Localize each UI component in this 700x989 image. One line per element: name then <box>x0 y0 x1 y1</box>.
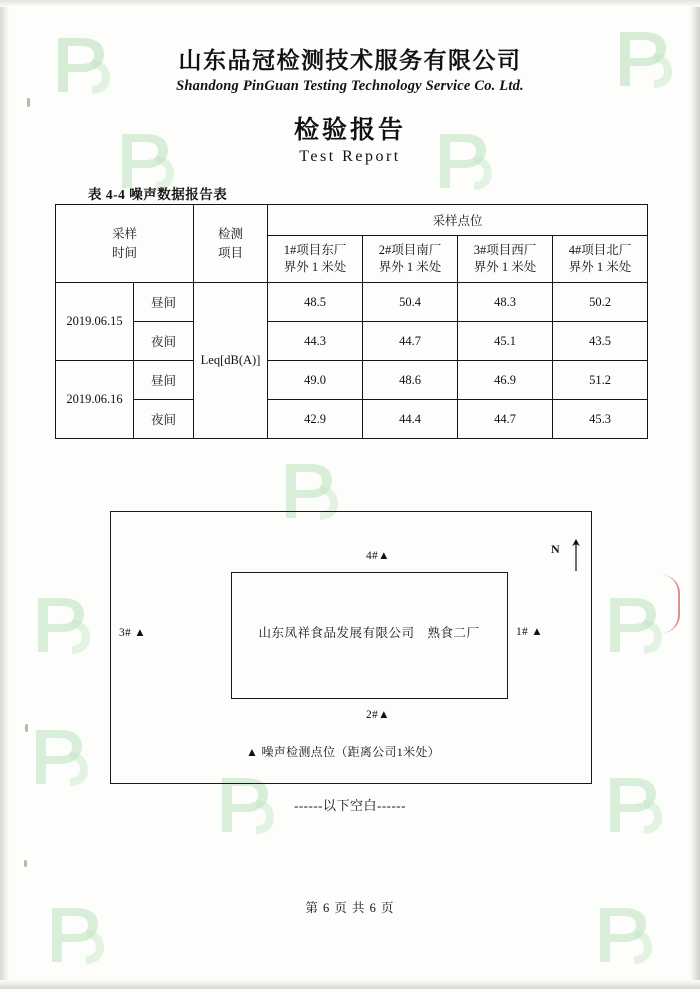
cell-value: 44.3 <box>268 322 363 361</box>
header-point-1-line1: 1#项目东厂 <box>283 243 347 258</box>
scan-speck <box>24 860 27 867</box>
header-sample-time <box>56 205 194 283</box>
monitor-point-2-label: 2#▲ <box>366 709 390 721</box>
cell-value: 49.0 <box>268 361 363 400</box>
header-point-4 <box>553 236 648 283</box>
header-sample-time-line1: 采样 <box>112 226 138 241</box>
noise-data-table <box>55 204 647 439</box>
cell-period-day-1: 昼间 <box>134 283 194 322</box>
cell-period-night-2: 夜间 <box>134 400 194 439</box>
blank-page-note: ------以下空白------ <box>294 798 406 813</box>
header-sample-points: 采样点位 <box>268 205 648 236</box>
page-number: 第 6 页 共 6 页 <box>305 901 395 915</box>
header-test-item <box>194 205 268 283</box>
monitor-point-4-label: 4#▲ <box>366 550 390 562</box>
red-pen-mark <box>662 575 680 633</box>
header-point-2-line1: 2#项目南厂 <box>378 243 442 258</box>
cell-value: 50.2 <box>553 283 648 322</box>
company-name-cn: 山东品冠检测技术服务有限公司 <box>178 48 522 73</box>
watermark-logo <box>26 722 96 792</box>
monitor-point-1-label: 1# ▲ <box>516 626 543 638</box>
page-edge-bottom <box>0 980 700 989</box>
plant-name-label: 山东凤祥食品发展有限公司 熟食二厂 <box>258 626 480 640</box>
report-title-cn: 检验报告 <box>293 117 406 144</box>
page-edge-top <box>0 0 700 7</box>
cell-date-2: 2019.06.16 <box>56 361 134 439</box>
cell-value: 46.9 <box>458 361 553 400</box>
header-point-3-line2: 界外 1 米处 <box>473 260 537 274</box>
header-sample-time-line2: 时间 <box>112 245 138 260</box>
header-point-4-line2: 界外 1 米处 <box>568 260 632 274</box>
site-layout-diagram <box>110 511 592 784</box>
header-point-4-line1: 4#项目北厂 <box>568 243 632 258</box>
cell-value: 43.5 <box>553 322 648 361</box>
cell-value: 50.4 <box>363 283 458 322</box>
cell-value: 48.5 <box>268 283 363 322</box>
table-caption: 表 4-4 噪声数据报告表 <box>88 187 228 202</box>
cell-period-night-1: 夜间 <box>134 322 194 361</box>
diagram-legend: ▲ 噪声检测点位（距离公司1米处） <box>246 745 440 759</box>
north-label: N <box>551 542 560 556</box>
report-title-en: Test Report <box>299 148 401 165</box>
scan-speck <box>25 724 28 732</box>
cell-value: 42.9 <box>268 400 363 439</box>
table-row <box>56 361 648 400</box>
header-test-item-line2: 项目 <box>218 245 244 260</box>
table-header-row <box>56 205 648 236</box>
cell-period-day-2: 昼间 <box>134 361 194 400</box>
table-row <box>56 283 648 322</box>
header-point-3 <box>458 236 553 283</box>
scan-speck <box>27 98 30 107</box>
watermark-logo <box>28 590 98 660</box>
cell-value: 48.3 <box>458 283 553 322</box>
table-row <box>56 322 648 361</box>
header-point-2-line2: 界外 1 米处 <box>378 260 442 274</box>
table-row <box>56 400 648 439</box>
cell-value: 51.2 <box>553 361 648 400</box>
cell-date-1: 2019.06.15 <box>56 283 134 361</box>
cell-value: 44.4 <box>363 400 458 439</box>
cell-value: 48.6 <box>363 361 458 400</box>
cell-value: 45.1 <box>458 322 553 361</box>
header-test-item-line1: 检测 <box>218 226 244 241</box>
header-point-3-line1: 3#项目西厂 <box>473 243 537 258</box>
header-point-2 <box>363 236 458 283</box>
header-point-1-line2: 界外 1 米处 <box>283 260 347 274</box>
header-point-1 <box>268 236 363 283</box>
cell-value: 44.7 <box>458 400 553 439</box>
watermark-logo <box>600 590 670 660</box>
cell-value: 44.7 <box>363 322 458 361</box>
north-arrow-icon <box>570 538 582 577</box>
cell-test-item-value: Leq[dB(A)] <box>194 283 268 439</box>
company-name-en: Shandong PinGuan Testing Technology Service Co. Ltd. <box>176 78 524 94</box>
cell-value: 45.3 <box>553 400 648 439</box>
monitor-point-3-label: 3# ▲ <box>119 627 146 639</box>
